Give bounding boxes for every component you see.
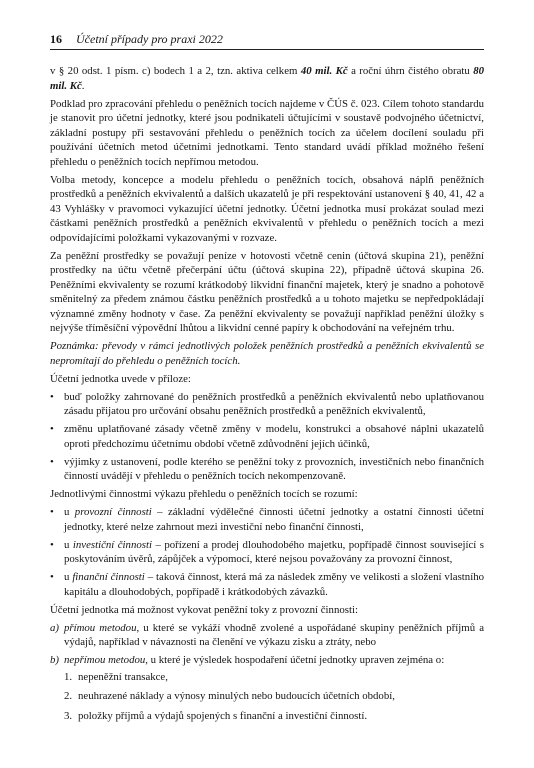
list-number: 3. (64, 709, 73, 722)
list-item-text: buď položky zahrnované do peněžních prostředků a peněžních ekvivalentů nebo uplatňovanou zásadu přijatou pro určování obsahu peněžních prostředků a peněžních ekvivalentů, (64, 390, 484, 417)
thresholds-text-3: . (81, 79, 85, 92)
method-item-indirect (50, 653, 484, 723)
term-operating: provozní činnosti (74, 506, 152, 518)
method-text: , u které se vykáží vhodně zvolené a uspořádané skupiny peněžních příjmů a výdajů, například v návaznosti na členění ve výkazu zisku a ztráty, nebo (64, 621, 484, 648)
term-direct-method: přímou metodou (64, 621, 137, 634)
list-item-prefix: u (64, 571, 73, 583)
list-item-text: změnu uplatňované zásady včetně změny v modelu, konstrukci a obsahové náplni ukazatelů oproti předchozímu účetnímu období včetně zdůvodnění jejích účinků, (64, 423, 484, 450)
list-marker: a) (50, 621, 59, 634)
paragraph-methods-intro: Účetní jednotka má možnost vykovat peněžní toky z provozní činnosti: (50, 603, 358, 616)
thresholds-text-1: v § 20 odst. 1 písm. c) bodech 1 a 2, tzn. aktiva celkem (50, 65, 301, 77)
list-item (50, 422, 484, 451)
paragraph-method-choice: Volba metody, koncepce a modelu přehledu o peněžních tocích, obsahová náplň peněžních prostředků a peněžních ekvivalentů a dalších ukazatelů je při respektování ustanovení § 40, 41, 42 a 43 Vyhlášky v pravomoci vykazující účetní jednotky. Účetní jednotka musí prokázat soulad mezi částkami peněžních prostředků a peněžních ekvivalentů v přehledu o peněžních tocích a mezi odpovídajícími položkami vykazovanými v rozvaze. (50, 173, 484, 244)
list-marker: b) (50, 654, 59, 666)
running-header (50, 32, 484, 50)
assets-threshold: 40 mil. Kč (300, 65, 348, 77)
list-item-text: neuhrazené náklady a výnosy minulých nebo budoucích účetních období, (78, 690, 395, 702)
method-text: , u které je výsledek hospodaření účetní jednotky upraven zejména o: (145, 654, 445, 666)
list-item (50, 505, 484, 534)
term-investing: investiční činnosti (72, 538, 152, 551)
paragraph-thresholds (50, 64, 484, 93)
list-item (64, 689, 484, 704)
page-number: 16 (50, 32, 62, 46)
list-item-text: – taková činnost, která má za následek změny ve velikosti a složení vlastního kapitálu a dlouhodobých, popřípadě i krátkodobých závazků. (64, 571, 484, 598)
turnover-threshold: 80 mil. Kč (50, 65, 484, 92)
list-item (50, 570, 484, 599)
list-item (64, 709, 484, 724)
paragraph-activities-intro: Jednotlivými činnostmi výkazu přehledu o peněžních tocích se rozumí: (50, 488, 358, 500)
list-item (64, 670, 484, 685)
list-item (50, 538, 484, 567)
bullet-icon: • (50, 455, 54, 468)
paragraph-appendix-intro: Účetní jednotka uvede v příloze: (50, 372, 191, 385)
list-item (50, 390, 484, 419)
list-item-text: výjimky z ustanovení, podle kterého se peněžní toky z provozních, investičních nebo finančních činností uvádějí v přehledu o peněžních tocích nekompenzovaně. (64, 455, 484, 482)
list-number: 1. (64, 670, 73, 683)
running-title: Účetní případy pro praxi 2022 (76, 32, 223, 46)
bullet-icon: • (50, 571, 54, 583)
paragraph-cash-definition: Za peněžní prostředky se považují peníze v hotovosti včetně cenin (účtová skupina 21), peněžní prostředky na účtu včetně přečerpání účtu (účtová skupina 22), případně účtová skupina 26. Peněžními ekvivalenty se rozumí krátkodobý likvidní finanční majetek, který je snadno a pohotově směnitelný za předem známou částku peněžních prostředků a u tohoto majetku se nepředpokládají významné změny hodnoty v čase. Za peněžní ekvivalenty se považují například peněžní úložky s nejvýše tříměsíční výpovědní lhůtou a likvidní cenné papíry k obchodování na veřejném trhu. (50, 249, 484, 334)
bullet-icon: • (50, 538, 54, 551)
list-number: 2. (64, 690, 73, 702)
adjustments-numbered-list (64, 670, 484, 724)
thresholds-text-2: a roční úhrn čistého obratu (347, 65, 474, 77)
activities-bullet-list (50, 505, 484, 599)
list-item (50, 455, 484, 484)
term-indirect-method: nepřímou metodou (64, 654, 146, 666)
bullet-icon: • (50, 390, 54, 403)
note-paragraph: Poznámka: převody v rámci jednotlivých položek peněžních prostředků a peněžních ekvivalentů se nepromítají do přehledu o peněžních tocích. (50, 340, 484, 367)
list-item-text: – základní výdělečné činnosti účetní jednotky a ostatní činnosti účetní jednotky, které nelze zahrnout mezi investiční nebo finanční činnosti, (64, 506, 484, 533)
list-item-text: položky příjmů a výdajů spojených s finanční a investiční činností. (78, 709, 368, 722)
list-item-prefix: u (64, 506, 75, 518)
term-financing: finanční činnosti (72, 571, 145, 583)
list-item-text: – pořízení a prodej dlouhodobého majetku, popřípadě činnost související s poskytováním úvěrů, zápůjček a výpomocí, které nejsou považovány za provozní činnost, (64, 538, 484, 565)
page-body (50, 64, 484, 728)
appendix-bullet-list (50, 390, 484, 484)
bullet-icon: • (50, 506, 54, 518)
method-item-direct (50, 621, 484, 650)
paragraph-standard: Podklad pro zpracování přehledu o peněžních tocích najdeme v ČÚS č. 023. Cílem tohoto standardu je stanovit pro účetní jednotky, které jsou podnikateli účtujícími v soustavě podvojného účetnictví, základní postupy při sestavování přehledu o peněžních tocích za účelem docílení souladu při používání účetních metod účetními jednotkami. Tento standard uvádí příklad možného řešení přehledu o peněžních tocích nepřímou metodou. (50, 97, 484, 168)
bullet-icon: • (50, 423, 54, 435)
list-item-prefix: u (64, 538, 73, 551)
list-item-text: nepeněžní transakce, (78, 670, 168, 683)
